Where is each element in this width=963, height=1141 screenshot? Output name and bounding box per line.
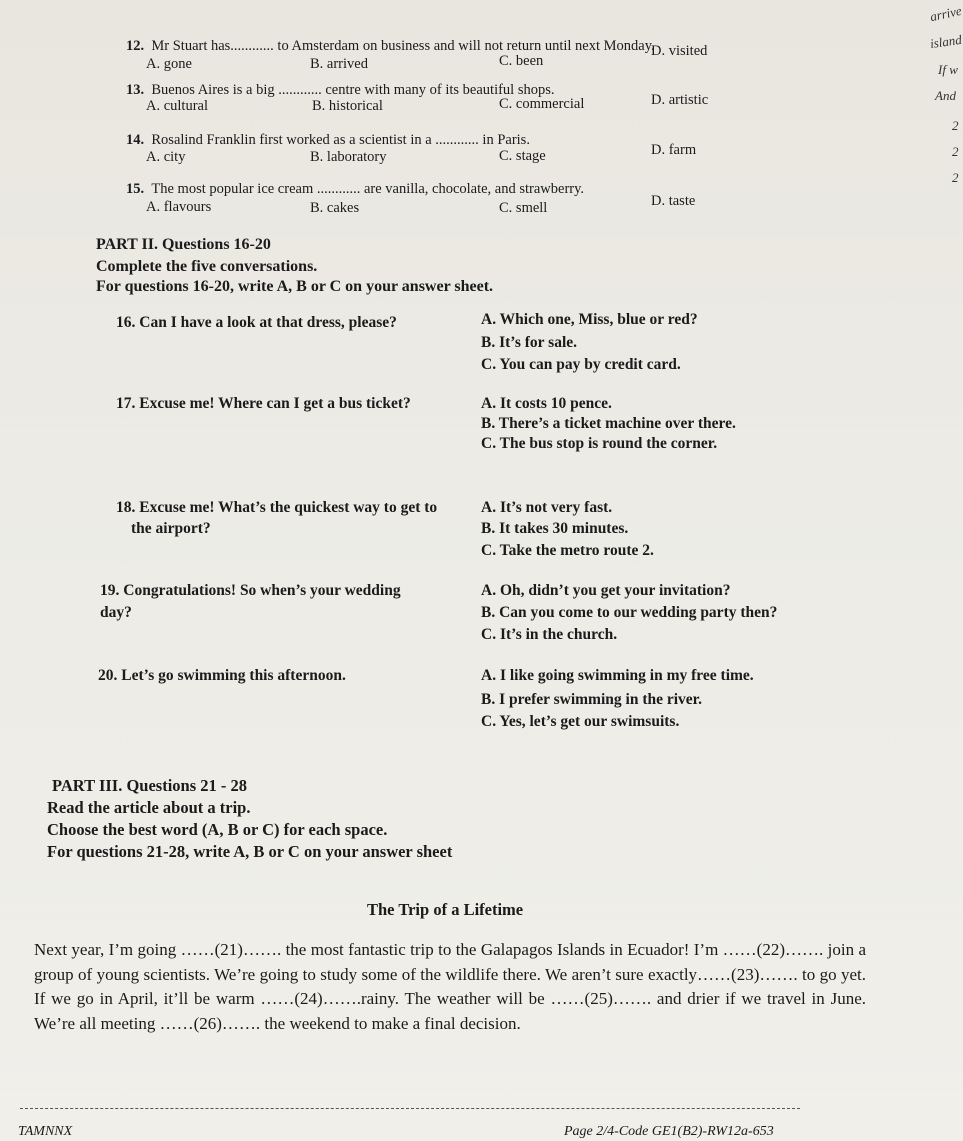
part2-instruction-2: For questions 16-20, write A, B or C on your answer sheet. [96, 278, 494, 295]
margin-text-7: 2 [952, 170, 959, 185]
question-text: Rosalind Franklin first worked as a scientist in a ............ in Paris. [151, 132, 530, 148]
conversation-16-prompt: 16. Can I have a look at that dress, please? [116, 314, 397, 331]
option-a[interactable]: A. city [146, 149, 186, 165]
question-13 [126, 82, 555, 99]
option-d[interactable]: D. farm [651, 142, 697, 158]
option-b[interactable]: B. It’s for sale. [481, 334, 578, 351]
option-a[interactable]: A. Which one, Miss, blue or red? [481, 311, 698, 328]
option-c[interactable]: C. Yes, let’s get our swimsuits. [481, 713, 680, 730]
option-b[interactable]: B. cakes [310, 200, 360, 216]
option-b[interactable]: B. Can you come to our wedding party then? [481, 604, 778, 621]
option-d[interactable]: D. artistic [651, 92, 709, 108]
option-a[interactable]: A. I like going swimming in my free time. [481, 667, 754, 684]
question-number: 14. [126, 132, 145, 148]
footer-left: TAMNNX [18, 1124, 73, 1139]
footer-right: Page 2/4-Code GE1(B2)-RW12a-653 [564, 1124, 774, 1139]
question-number: 15. [126, 181, 145, 197]
part3-instruction-3: For questions 21-28, write A, B or C on your answer sheet [47, 842, 453, 861]
part3-title: PART III. Questions 21 - 28 [52, 776, 248, 795]
part3-instruction-1: Read the article about a trip. [47, 798, 251, 817]
conversation-19-prompt-line1: 19. Congratulations! So when’s your wedding [100, 582, 401, 599]
option-b[interactable]: B. There’s a ticket machine over there. [481, 415, 736, 432]
option-a[interactable]: A. Oh, didn’t you get your invitation? [481, 582, 731, 599]
conversation-17-prompt: 17. Excuse me! Where can I get a bus ticket? [116, 395, 411, 412]
question-text: Buenos Aires is a big ............ centre with many of its beautiful shops. [151, 82, 555, 98]
part3-instruction-2: Choose the best word (A, B or C) for each space. [47, 820, 388, 839]
article-paragraph: Next year, I’m going ……(21)……. the most fantastic trip to the Galapagos Islands in Ecuador! I’m ……(22)……. join a group of young scientists. We’re going to study some of the wildlife there. We aren’t sure exactly……(23)……. to go yet. If we go in April, it’ll be warm ……(24)…….rainy. The weather will be ……(25)……. and drier if we travel in June. We’re all meeting ……(26)……. the weekend to make a final decision. [34, 940, 866, 1033]
conversation-20-prompt: 20. Let’s go swimming this afternoon. [98, 667, 346, 684]
article-title: The Trip of a Lifetime [367, 900, 524, 919]
question-text: The most popular ice cream ............ are vanilla, chocolate, and strawberry. [151, 181, 585, 197]
option-c[interactable]: C. The bus stop is round the corner. [481, 435, 718, 452]
option-a[interactable]: A. gone [146, 56, 192, 72]
margin-text-4: And [935, 88, 956, 103]
margin-text-2: island [929, 31, 963, 52]
part2-instruction-1: Complete the five conversations. [96, 258, 318, 275]
margin-text-3: If w [938, 62, 958, 77]
footer-divider [20, 1108, 800, 1109]
question-text: Mr Stuart has............ to Amsterdam on business and will not return until next Monday. [151, 38, 655, 54]
question-number: 12. [126, 38, 145, 54]
part2-title: PART II. Questions 16-20 [96, 236, 271, 253]
option-b[interactable]: B. laboratory [310, 149, 387, 165]
option-c[interactable]: C. stage [499, 148, 546, 164]
option-b[interactable]: B. arrived [310, 56, 368, 72]
margin-text-6: 2 [952, 144, 959, 159]
question-12 [126, 38, 655, 55]
option-d[interactable]: D. taste [651, 193, 696, 209]
option-c[interactable]: C. Take the metro route 2. [481, 542, 654, 559]
question-number: 13. [126, 82, 145, 98]
option-a[interactable]: A. flavours [146, 199, 212, 215]
option-a[interactable]: A. cultural [146, 98, 209, 114]
question-14 [126, 132, 530, 149]
option-a[interactable]: A. It’s not very fast. [481, 499, 613, 516]
conversation-18-prompt-line1: 18. Excuse me! What’s the quickest way to get to [116, 499, 438, 516]
option-c[interactable]: C. commercial [499, 96, 585, 112]
conversation-19-prompt-line2: day? [100, 604, 132, 621]
option-b[interactable]: B. It takes 30 minutes. [481, 520, 629, 537]
option-c[interactable]: C. It’s in the church. [481, 626, 618, 643]
option-a[interactable]: A. It costs 10 pence. [481, 395, 612, 412]
option-c[interactable]: C. You can pay by credit card. [481, 356, 681, 373]
option-c[interactable]: C. been [499, 53, 544, 69]
question-15 [126, 181, 584, 198]
option-c[interactable]: C. smell [499, 200, 548, 216]
margin-text-1: arrive [928, 2, 963, 25]
margin-text-5: 2 [952, 118, 959, 133]
conversation-18-prompt-line2: the airport? [131, 520, 211, 537]
option-b[interactable]: B. I prefer swimming in the river. [481, 691, 703, 708]
option-d[interactable]: D. visited [651, 43, 708, 59]
option-b[interactable]: B. historical [312, 98, 383, 114]
